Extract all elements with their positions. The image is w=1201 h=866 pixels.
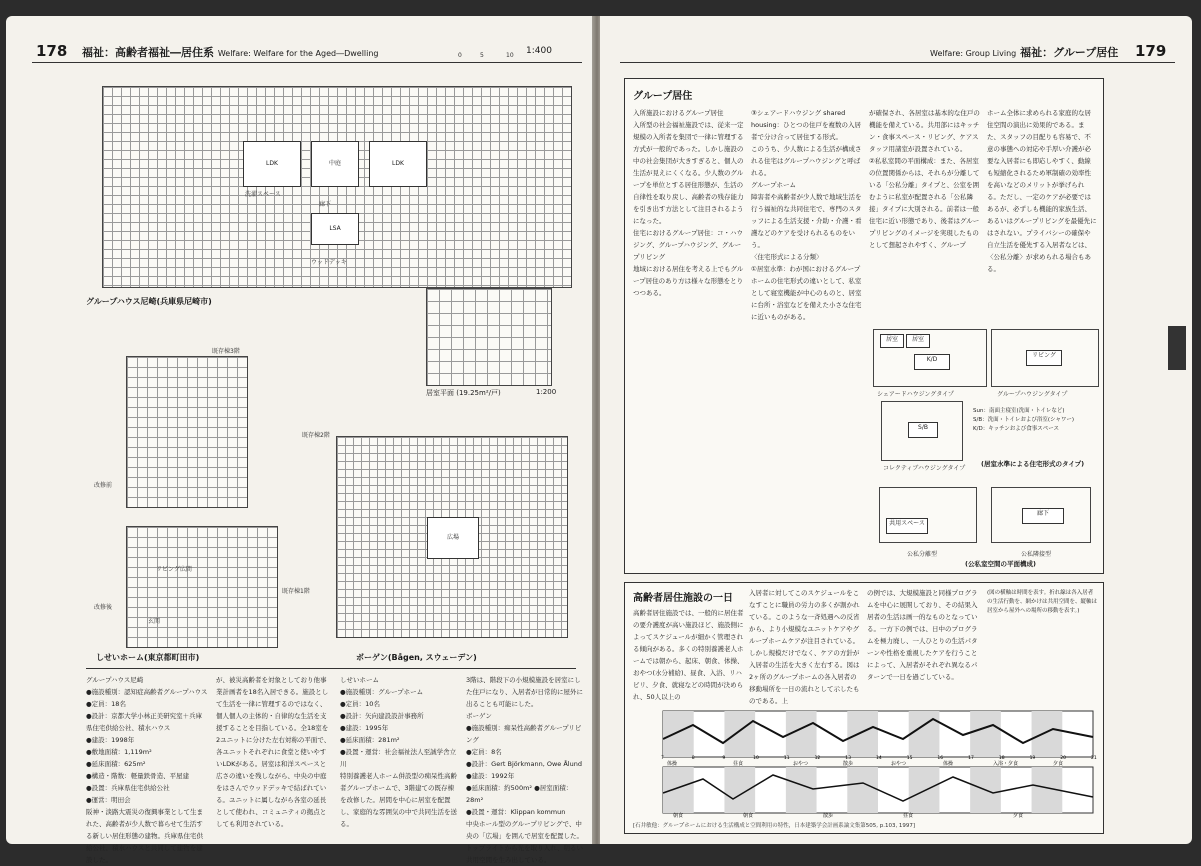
- chart-shade-band: [1032, 711, 1063, 757]
- chart-time-label: 18: [998, 756, 1005, 761]
- diagram-room: 居室: [880, 334, 904, 348]
- section-day-in-facility: [624, 582, 1104, 834]
- chart-time-label: 9: [722, 756, 726, 761]
- fig3-caption: [96, 652, 199, 663]
- chart-time-label: 17: [968, 756, 974, 761]
- chart-shade-band: [847, 767, 878, 813]
- chart-time-label: 15: [906, 756, 913, 761]
- header-rule: [32, 62, 582, 63]
- chart-time-label: 10: [753, 756, 759, 761]
- room-plaza: 広場: [427, 517, 479, 559]
- event-snack: おやつ: [793, 761, 809, 767]
- chart-shade-band: [970, 711, 1001, 757]
- chart-shade-band: [724, 711, 755, 757]
- fig4-caption: [356, 652, 477, 663]
- right-page: [600, 16, 1192, 844]
- label-wood-deck: ウッドデッキ: [311, 259, 347, 266]
- room-lsa: LSA: [311, 213, 359, 245]
- header-right-jp: 福祉：グループ居住: [1020, 46, 1119, 59]
- chart-shade-band: [663, 711, 694, 757]
- chart-time-label: 16: [937, 756, 944, 761]
- chart-shade-band: [909, 767, 940, 813]
- label-entrance: 玄関: [148, 618, 161, 625]
- sec1-column-2: ③シェアードハウジング shared housing：ひとつの住戸を複数の入居者で分け合って居住する形式。 このうち、少人数による生活が構成される住宅はグループハウジングと呼ばれる。 グループホーム 障害者や高齢者が少人数で地域生活を行う福祉的な共同住宅で、専門のスタッフによる生活支援・介助・介護・看護などのケアを受けられるものをいう。 〈住宅形式による分類〉 ①居室水準：わが国におけるグループホームの住宅形式の違いとして、私室として寝室機能が中心のものと、居室に台所・浴室などを備えた小さな住宅に近いものがある。: [751, 109, 862, 321]
- label-laundry: 洗濯スペース: [245, 191, 281, 198]
- event-snack-2: おやつ: [891, 761, 907, 767]
- diag-caption-1: (居室水準による住宅形式のタイプ): [981, 460, 1085, 468]
- label-existing-2f: 既存棟2階: [302, 432, 330, 439]
- fig3-caption-name: しせいホーム: [96, 653, 144, 662]
- chart-time-label: 20: [1060, 756, 1067, 761]
- diagram-corridor: 廊下: [1022, 508, 1064, 524]
- header-right-en: Welfare: Group Living: [930, 49, 1017, 58]
- fig1-caption: [86, 296, 212, 307]
- label-before-renovation: 改修前: [94, 482, 113, 489]
- scale-tick-5: 5: [480, 52, 484, 59]
- chart-shade-band: [786, 767, 817, 813]
- label-corridor: 廊下: [319, 201, 332, 208]
- chart-shade-band: [724, 767, 755, 813]
- diagram-separated: [879, 487, 977, 543]
- chart-time-label: 14: [876, 756, 882, 761]
- chart-time-label: 19: [1029, 756, 1036, 761]
- event-dinner-2: 夕食: [1013, 813, 1024, 819]
- sec2-column-3: の例では、大規模施設と同様プログラムを中心に展開しており、その結果入居者の生活は画一的なものとなっている。一方下の例では、日中のプログラムを極力廃し、一人ひとりの生活パターンや性格を重視したケアを行うことによって、入居者がそれぞれ異なるパターンで一日を過ごしている。: [867, 589, 978, 681]
- diagram-living: リビング: [1026, 350, 1062, 366]
- diag-cohouse-label: コレクティブハウジングタイプ: [883, 465, 966, 472]
- scale-tick-0: 0: [458, 52, 462, 59]
- fig3-caption-location: (東京都町田市): [144, 653, 200, 662]
- header-left: [82, 44, 379, 60]
- diagram-shared-housing: [873, 329, 987, 387]
- sec2-column-2: 入居者に対してこのスケジュールをこなすことに職員の労力の多くが割かれている。このような一斉処遇への反省から、より小規模なユニットケアやグループホームケアが注目されている。しかし規模だけでなく、ケアの方針が入居者の生活を大きく左右する。図は2ヶ所のグループホームの各入居者の移動場所を一日の流れとして示したものである。上: [749, 589, 860, 705]
- chart-shade-band: [663, 767, 694, 813]
- plan-shisei-before: [126, 356, 248, 508]
- diagram-room: 居室: [906, 334, 930, 348]
- label-living-hall: リビング広間: [156, 566, 192, 573]
- event-walk: 散歩: [843, 761, 854, 767]
- event-exercise-2: 体操: [943, 761, 954, 767]
- event-lunch: 昼食: [733, 761, 744, 767]
- chart-time-label: 11: [783, 756, 790, 761]
- diagram-sb: S/B: [908, 422, 938, 438]
- fig1-caption-name: グループハウス尼崎: [86, 297, 157, 306]
- diag-adj-label: 公私隣接型: [1021, 551, 1052, 558]
- diagram-shared-space: 共用スペース: [886, 518, 928, 534]
- diag-share-label: シェアードハウジングタイプ: [877, 391, 954, 398]
- header-right: [930, 44, 1118, 60]
- page-number-right: 179: [1135, 42, 1167, 60]
- section2-title: 高齢者居住施設の一日: [633, 593, 733, 604]
- room-courtyard: 中庭: [311, 141, 359, 187]
- diagram-group-housing: [991, 329, 1099, 387]
- fig1-caption-location: (兵庫県尼崎市): [156, 297, 212, 306]
- fig4-caption-location: (Bågen, スウェーデン): [387, 653, 477, 662]
- activity-chart: [633, 709, 1097, 817]
- diagram-collective-housing: [881, 401, 963, 461]
- room-ldk-right: LDK: [369, 141, 427, 187]
- event-bath-dinner: 入浴・夕食: [993, 761, 1019, 767]
- header-left-en: Welfare: Welfare for the Aged―Dwelling: [217, 49, 379, 58]
- text-column-1: グループハウス尼崎 ●施設種別：認知症高齢者グループハウス ●定員：18名 ●設計：京都大学小林正美研究室＋兵庫県住宅供給公社、積水ハウス ●建設：1998年 ●敷地面積：1,119m² ●延床面積：625m² ●構造・階数：軽量鉄骨造、平屋建 ●設置：兵庫県住宅供給公社 ●運営：明田会 阪神・淡路大震災の復興事業として生まれた、高齢者が少人数で暮らせて生活する新しい居住形態の建物。兵庫県住宅供給公社、積水ハウスと共同して建物を建設した。: [86, 676, 208, 864]
- plan-shisei-after: [126, 526, 278, 648]
- plan-group-house-amagasaki: [102, 86, 572, 288]
- chart-time-label: 8: [691, 756, 695, 761]
- chart-time-label: 13: [845, 756, 852, 761]
- event-dinner: 夕食: [1053, 761, 1064, 767]
- diagram-legend: Sun：南面主寝室(洗面・トイレなど) S/B：洗面・トイレおよび浴室(シャワー) K/D：キッチンおよび食事スペース: [973, 408, 1075, 432]
- left-page: [6, 16, 592, 864]
- label-existing-1f: 既存棟1階: [282, 588, 310, 595]
- section-thumb-tab: [1168, 326, 1186, 370]
- header-rule-right: [620, 62, 1175, 63]
- scale-tick-10: 10: [506, 52, 514, 59]
- chart-time-label: 7: [661, 756, 664, 761]
- sec2-note: (図の横軸は時間を表す。折れ線は各入居者の生活行動を、網かけは共用空間を、縦軸は居室から屋外への場所の移動を表す。): [987, 590, 1098, 614]
- chart-time-label: 12: [814, 756, 821, 761]
- plan-unit-room: [426, 288, 552, 386]
- chart-time-label: 21: [1091, 756, 1097, 761]
- event-walk-2: 散歩: [823, 813, 834, 819]
- diagram-kd: K/D: [914, 354, 950, 370]
- text-column-4: 3階は、階段下の小規模施設を居室にした住戸になり、入居者が日常的に屋外に出ることも可能にした。 ボーゲン ●施設種別：痴呆性高齢者グループリビング ●定員：8名 ●設計：Gert Björkmann, Owe Ålund ●建設：1992年 ●延床面積：約500m² ●居室面積：28m² ●設置・運営：Klippan kommun 中央ホール型のグループリビングで、中央の「広場」を囲んで居室を配置した。トップライトから光を取り入れ、明るい共用空間を生み出している。: [466, 676, 583, 864]
- label-existing-3f: 既存棟3階: [212, 348, 240, 355]
- sec1-column-3: が確保され、各居室は基本的な住戸の機能を備えている。共用部にはキッチン・食事スペース・リビング、ケアスタッフ用諸室が設置されている。 ②私私室間の平面構成：また、各居室の位置関係からは、それらが分離している「公私分離」タイプと、公室を囲むように私室が配置される「公私隣接」タイプに大別される。前者は一般住宅に近い形態であり、後者はグループリビングのイメージを実現したものとして想起されやすく、グループ: [869, 109, 980, 249]
- section1-title: グループ居住: [633, 91, 693, 102]
- sec1-column-1: 入所施設におけるグループ居住 入所型の社会福祉施設では、従来一定規模の入所者を集団で一律に管理する方式が一般的であった。しかし施設の中の社会集団が大きすぎると、個人の生活が見えにくくなる。少人数のグループを単位とする居住形態が、生活の自律性を取り戻し、高齢者の残存能力を引き出す方法として注目されるようになった。 住宅におけるグループ居住：コ・ハウジング、グループハウジング、グループリビング 地域における居住を考える上でもグループ居住のあり方は様々な形態をとりつつある。: [633, 109, 744, 297]
- chart-shade-band: [909, 711, 940, 757]
- fig2-caption: 居室平面 (19.25m²/戸): [426, 389, 501, 397]
- event-exercise: 体操: [667, 761, 678, 767]
- page-number-left: 178: [36, 42, 68, 60]
- sec1-column-4: ホーム全体に求められる家庭的な居住空間の演出に効果的である。また、スタッフの目配りも容易で、不意の事態への対応や手厚い介護が必要な入居者にも即応しやすく、動線も短縮化されるため軍制確の効率性を高いなどのメリットが挙げられる。ただし、一定のケアが必要ではあるが、必ずしも機能的家族生活、あるいはグループリビングを最優先にはされない。プライバシーの確保や自立生活を優先する入居者などは、〈公私分離〉が求められる場合もある。: [987, 109, 1097, 273]
- plan-bagen: [336, 436, 568, 638]
- diagram-adjacent: [991, 487, 1091, 543]
- text-rule: [86, 668, 576, 669]
- event-breakfast: 朝食: [673, 813, 684, 819]
- fig2-scale: 1:200: [536, 388, 557, 396]
- event-lunch-2: 昼食: [903, 813, 914, 819]
- scale-label: 1:400: [526, 46, 552, 56]
- sec2-column-1: 高齢者居住施設では、一般的に居住者の要介護度が高い施設ほど、施設側によってスケジュールが細かく管理される傾向がある。多くの特別養護老人ホームでは朝から、起床、朝食、体操、おやつ(水分補給)、昼食、入浴、リハビリ、夕食、就寝などの時間が決められ、50人以上の: [633, 609, 744, 701]
- event-breakfast-2: 朝食: [743, 813, 754, 819]
- diag-sep-label: 公私分離型: [907, 551, 938, 558]
- text-column-2: が、被災高齢者を対象としており他事業計画者を18名入居できる。施設として生活を一律に管理するのではなく、個人個人の主体的・自律的な生活を支援することを目指している。全18室を2ユニットに分けた左右対称の平面で、各ユニットそれぞれに食堂と使いやすいLDKがある。居室は和洋スペースと広さの違いを残しながら、中央の中庭をはさんでウッドデッキで結ばれている。ユニットに属しながら各室の延長として使われ、コミュニティの拠点としても利用されている。: [216, 676, 331, 828]
- footnote: [石井敏他：グループホームにおける生活構成と空間利用の特性，日本建築学会計画系論文集第505, p.103, 1997]: [633, 823, 916, 829]
- diag-caption-2: (公私室空間の平面構成): [965, 560, 1036, 568]
- label-after-renovation: 改修後: [94, 604, 113, 611]
- section-group-living: [624, 78, 1104, 574]
- header-left-jp: 福祉：高齢者福祉―居住系: [82, 46, 214, 59]
- room-ldk-left: LDK: [243, 141, 301, 187]
- text-column-3: しせいホーム ●施設種別：グループホーム ●定員：10名 ●設計：矢向建設設計事務所 ●建設：1995年 ●延床面積：281m² ●設置・運営：社会福祉法人至誠学舎立川 特別養護老人ホーム併設型の痴呆性高齢者グループホームで、3階建ての既存棟を改修した。居間を中心に居室を配置し、家庭的な雰囲気の中で共同生活を送る。: [340, 676, 457, 828]
- chart-shade-band: [847, 711, 878, 757]
- fig4-caption-name: ボーゲン: [356, 653, 388, 662]
- diag-group-label: グループハウジングタイプ: [997, 391, 1068, 398]
